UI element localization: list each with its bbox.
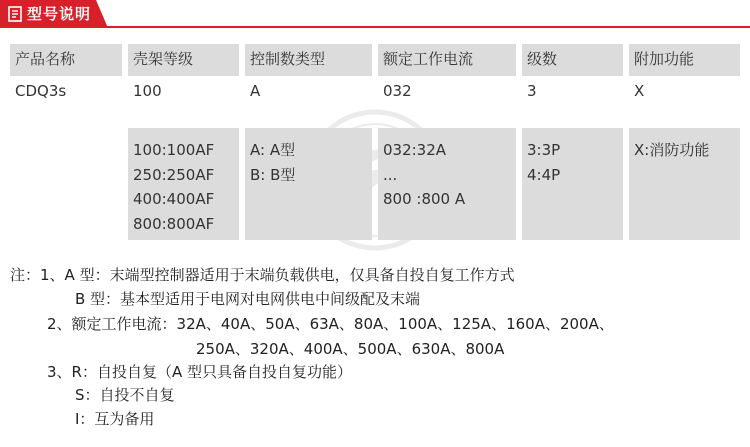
note-3-mode-r: 3、R：自投自复（A 型只具备自投自复功能） — [47, 363, 352, 381]
option-item: 800 :800 A — [383, 190, 466, 208]
option-item: 800:800AF — [133, 214, 215, 233]
note-2-rated-current-cont: 250A、320A、400A、500A、630A、800A — [196, 340, 505, 358]
options-controller-type — [245, 128, 372, 240]
option-item: 400:400AF — [133, 190, 215, 208]
options-extra-function — [629, 128, 740, 240]
option-item: 100:100AF — [133, 141, 215, 159]
value-extra-function: X — [634, 82, 645, 100]
value-poles: 3 — [527, 82, 537, 100]
value-controller-type: A — [250, 82, 261, 100]
note-2-rated-current: 2、额定工作电流：32A、40A、50A、63A、80A、100A、125A、160A、200A、 — [47, 315, 614, 333]
value-product-name: CDQ3s — [15, 82, 67, 100]
column-header-controller-type: 控制数类型 — [245, 44, 372, 76]
column-header-poles: 级数 — [522, 44, 623, 76]
column-header-rated-current: 额定工作电流 — [378, 44, 516, 76]
option-item: B: B型 — [250, 165, 296, 184]
note-3-mode-s: S：自投不自复 — [75, 386, 175, 404]
column-header-frame-rating: 壳架等级 — [128, 44, 239, 76]
option-item: ... — [383, 165, 398, 184]
header-underline — [0, 26, 750, 28]
option-item: 3:3P — [527, 141, 561, 159]
option-item: 250:250AF — [133, 165, 215, 184]
note-1-type-b: B 型：基本型适用于电网对电网供电中间级配及末端 — [75, 290, 421, 308]
note-1-type-a: 注：1、A 型：末端型控制器适用于末端负载供电，仅具备自投自复工作方式 — [10, 266, 515, 284]
note-3-mode-i: I：互为备用 — [75, 410, 155, 428]
value-frame-rating: 100 — [133, 82, 162, 100]
document-list-icon — [8, 6, 22, 22]
column-header-product-name: 产品名称 — [10, 44, 122, 76]
value-rated-current: 032 — [383, 82, 412, 100]
option-item: A: A型 — [250, 141, 296, 159]
column-header-extra-function: 附加功能 — [629, 44, 740, 76]
options-frame-rating — [128, 128, 239, 240]
option-item: 032:32A — [383, 141, 447, 159]
page-title: 型号说明 — [27, 5, 92, 23]
options-rated-current — [378, 128, 516, 240]
options-poles — [522, 128, 623, 240]
option-item: 4:4P — [527, 165, 561, 184]
option-item: X:消防功能 — [634, 141, 710, 159]
